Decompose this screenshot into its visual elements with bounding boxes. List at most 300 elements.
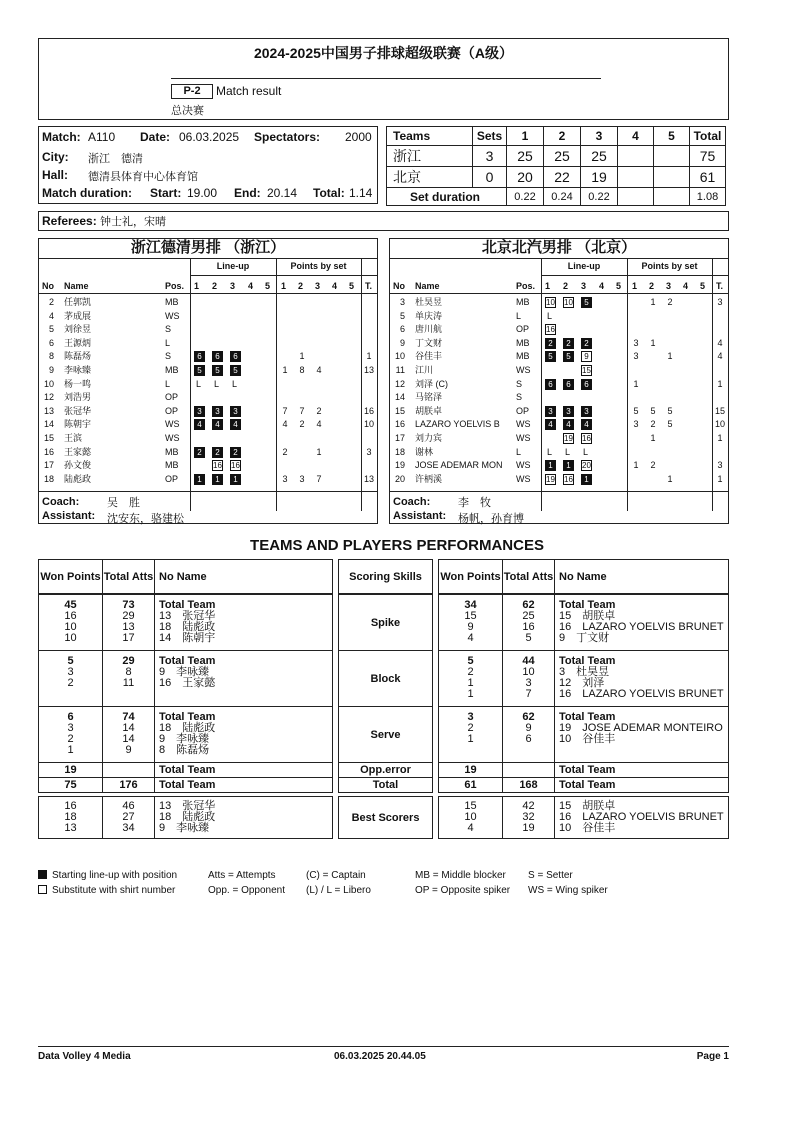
assistant-label: Assistant: (42, 510, 96, 522)
coach-name: 李 牧 (458, 497, 491, 509)
player-name: 王滨 (64, 433, 83, 443)
player-row (39, 446, 378, 459)
starting-position-box: 5 (212, 365, 223, 376)
player-row (390, 337, 729, 350)
skill-name: Spike (339, 595, 433, 651)
skill-name: Block (339, 651, 433, 707)
best-atts-value: 32 (522, 811, 535, 823)
player-pos: OP (516, 324, 530, 335)
player-name: 丁文财 (415, 337, 443, 348)
set-points: 1 (282, 365, 288, 375)
atts-value: 29 (122, 655, 135, 667)
set-points: 4 (316, 365, 322, 375)
starting-position-box: 2 (545, 338, 556, 349)
footer-software: Data Volley 4 Media (38, 1051, 131, 1062)
player-total: 16 (363, 405, 374, 416)
substitute-number-box: 10 (546, 298, 555, 307)
starting-position-box: 3 (545, 406, 556, 417)
set-points: 7 (316, 473, 322, 484)
skill-name: Serve (339, 707, 433, 763)
col-lineup-set: 3 (230, 281, 236, 291)
player-row (390, 296, 729, 309)
opp-error-name: Total Team (155, 763, 333, 778)
libero-mark: L (232, 378, 238, 389)
libero-mark: L (214, 378, 220, 389)
end-value: 20.14 (267, 186, 298, 200)
player-row (390, 432, 729, 445)
atts-value: 14 (122, 722, 135, 734)
starting-position-box: 3 (212, 406, 223, 417)
best-won-value: 13 (64, 822, 77, 834)
player-no: 6 (399, 324, 405, 335)
total-atts: 168 (503, 778, 555, 793)
legend-substitute-text: Substitute with shirt number (52, 885, 176, 896)
player-name: 刘力宾 (415, 433, 443, 443)
atts-value: 11 (122, 677, 135, 689)
atts-value: 7 (525, 688, 532, 700)
player-row (39, 432, 378, 445)
names-cell (555, 651, 729, 707)
skill-row (439, 595, 729, 651)
player-entry: 9 李咏臻 (159, 666, 210, 678)
player-entry: 10 谷佳丰 (559, 733, 616, 745)
best-player-entry: 13 张冠华 (159, 800, 216, 812)
score-row-away (387, 167, 726, 188)
score-set4 (618, 146, 654, 167)
hall-label: Hall: (42, 168, 69, 182)
scoring-skills-header: Scoring Skills (339, 560, 433, 594)
score-header-teams: Teams (387, 127, 473, 146)
player-name: 刘徐昱 (64, 324, 92, 335)
won-value: 4 (467, 632, 474, 644)
score-set1: 20 (507, 167, 544, 188)
won-value: 15 (464, 610, 477, 622)
player-pos: WS (165, 419, 180, 430)
player-name: JOSE ADEMAR MON (415, 460, 503, 471)
player-no: 20 (394, 473, 405, 484)
phase-label: 总决赛 (171, 105, 204, 117)
atts-value: 13 (122, 621, 135, 633)
player-name: 孙文俊 (64, 460, 92, 471)
won-points-cell (439, 651, 503, 707)
best-player-entry: 18 陆彪政 (159, 811, 216, 823)
best-scorers-row (439, 797, 729, 839)
score-set1: 25 (507, 146, 544, 167)
match-label: Match: (42, 130, 81, 144)
player-total: 1 (717, 433, 723, 443)
won-value: 2 (467, 722, 474, 734)
col-points-set: 5 (349, 281, 355, 291)
player-no: 9 (399, 337, 405, 348)
col-points-set: 3 (315, 281, 321, 291)
report-header (38, 38, 729, 120)
player-name: 江川 (415, 365, 434, 375)
score-header-set1: 1 (507, 127, 544, 146)
best-player-entry: 16 LAZARO YOELVIS BRUNET (559, 811, 724, 823)
points-header: Points by set (641, 261, 698, 271)
starting-position-box: 4 (581, 419, 592, 430)
spectators-label: Spectators: (254, 130, 321, 144)
player-name: 陈朝宇 (64, 419, 92, 430)
total-duration: 1.08 (690, 188, 726, 206)
player-row (39, 459, 378, 472)
atts-value: 3 (525, 677, 532, 689)
player-no: 5 (399, 310, 405, 321)
player-total: 4 (717, 337, 723, 348)
start-label: Start: (150, 186, 182, 200)
substitute-number-box: 19 (564, 434, 573, 443)
player-no: 5 (48, 324, 54, 335)
player-name: 胡朕卓 (415, 405, 443, 416)
score-header-row (387, 127, 726, 146)
starting-position-box: 3 (563, 406, 574, 417)
coach-label: Coach: (393, 496, 431, 508)
player-pos: MB (165, 460, 179, 471)
won-value: 10 (64, 621, 77, 633)
city-value: 浙江 德清 (88, 153, 143, 165)
player-no: 3 (399, 297, 405, 307)
set-points: 3 (282, 473, 288, 484)
substitute-number-box: 20 (582, 461, 591, 471)
duration-label: Match duration: (42, 186, 132, 200)
footer-divider (38, 1046, 729, 1047)
player-no: 13 (43, 405, 54, 416)
player-row (390, 391, 729, 404)
col-points-set: 2 (298, 281, 304, 291)
player-entry: 3 杜昊昱 (559, 666, 610, 678)
assistant-names: 沈安东，骆建松 (107, 513, 184, 525)
best-atts-value: 27 (122, 811, 135, 823)
set-points: 2 (282, 446, 288, 457)
won-value: 1 (467, 733, 474, 745)
player-name: 张冠华 (64, 405, 92, 416)
player-row (390, 310, 729, 323)
atts-cell (503, 707, 555, 763)
player-pos: WS (165, 310, 180, 321)
set-points: 2 (650, 419, 656, 430)
score-set5 (654, 146, 690, 167)
player-row (39, 310, 378, 323)
won-value: 6 (67, 711, 74, 723)
player-row (390, 323, 729, 336)
player-pos: S (165, 324, 172, 335)
player-entry: Total Team (559, 711, 616, 723)
col-no: No (42, 281, 54, 291)
col-lineup-set: 1 (545, 281, 551, 291)
player-pos: S (516, 392, 523, 403)
score-table (386, 126, 726, 206)
set-points: 3 (633, 337, 639, 348)
won-value: 1 (467, 688, 474, 700)
player-pos: MB (516, 297, 530, 307)
set-points: 1 (650, 433, 656, 443)
player-no: 10 (43, 378, 54, 389)
atts-cell (103, 595, 155, 651)
player-pos: MB (516, 351, 530, 362)
performance-table-away (438, 559, 729, 839)
names-cell (555, 707, 729, 763)
lineup-header: Line-up (216, 261, 250, 271)
player-name: 李咏臻 (64, 365, 92, 375)
atts-value: 74 (122, 711, 135, 723)
col-pos: Pos. (516, 281, 536, 291)
player-entry: 15 胡朕卓 (559, 610, 616, 622)
start-value: 19.00 (187, 186, 218, 200)
set-points: 4 (316, 419, 322, 430)
best-atts-value: 34 (122, 822, 135, 834)
player-no: 14 (43, 419, 54, 430)
opp-error-row (39, 763, 333, 778)
col-points-set: 3 (666, 281, 672, 291)
opp-error-atts (103, 763, 155, 778)
best-won-value: 4 (467, 822, 474, 834)
col-lineup-set: 3 (581, 281, 587, 291)
col-total: T. (716, 281, 724, 291)
starting-position-box: 2 (563, 338, 574, 349)
won-value: 5 (467, 655, 474, 667)
substitute-number-box: 16 (546, 325, 555, 335)
skills-header-row (339, 560, 433, 594)
score-set4 (618, 167, 654, 188)
best-player-entry: 15 胡朕卓 (559, 800, 616, 812)
best-atts-cell (503, 797, 555, 839)
total-name: Total Team (555, 778, 729, 793)
set-points: 8 (299, 365, 305, 375)
set-points: 2 (667, 297, 673, 307)
player-name: 王家懿 (64, 446, 92, 457)
won-points-header: Won Points (39, 560, 103, 594)
atts-value: 9 (125, 744, 132, 756)
total-value: 1.14 (349, 186, 373, 200)
player-entry: 18 陆彪政 (159, 722, 216, 734)
set-points: 3 (633, 419, 639, 430)
score-set2: 22 (544, 167, 581, 188)
opp-error-label: Opp.error (339, 763, 433, 778)
performances-title: TEAMS AND PLAYERS PERFORMANCES (250, 537, 544, 554)
set-points: 1 (667, 351, 673, 362)
skill-row (39, 651, 333, 707)
player-entry: 14 陈朝宇 (159, 632, 216, 644)
won-value: 3 (67, 722, 74, 734)
names-cell (155, 595, 333, 651)
legend-op: OP = Opposite spiker (415, 885, 511, 896)
player-pos: L (516, 446, 522, 457)
player-row (390, 364, 729, 377)
player-entry: Total Team (159, 711, 216, 723)
set-points: 1 (633, 460, 639, 471)
player-row (390, 378, 729, 391)
player-pos: OP (165, 473, 179, 484)
player-pos: MB (516, 337, 530, 348)
player-name: LAZARO YOELVIS B (415, 419, 500, 430)
atts-value: 44 (522, 655, 535, 667)
starting-position-box: 6 (194, 351, 205, 362)
starting-position-box: 4 (545, 419, 556, 430)
substitute-number-box: 16 (582, 434, 591, 443)
set-points: 1 (650, 297, 656, 307)
atts-value: 62 (522, 599, 535, 611)
best-names-cell (155, 797, 333, 839)
coach-name: 吴 胜 (107, 497, 140, 509)
player-pos: L (165, 378, 171, 389)
player-no: 17 (43, 460, 54, 471)
set-points: 2 (316, 405, 322, 416)
player-row (39, 337, 378, 350)
total-won: 75 (39, 778, 103, 793)
score-header-set5: 5 (654, 127, 690, 146)
player-row (39, 350, 378, 363)
performance-table-home (38, 559, 333, 839)
player-name: 茅成展 (64, 310, 92, 321)
score-header-total: Total (690, 127, 726, 146)
names-cell (555, 595, 729, 651)
player-no: 12 (394, 378, 405, 389)
atts-value: 6 (525, 733, 532, 745)
starting-position-box: 1 (581, 474, 592, 485)
points-header: Points by set (290, 261, 347, 271)
skills-grid (338, 559, 433, 839)
header-divider (171, 78, 601, 79)
set5-duration (654, 188, 690, 206)
match-result-label: Match result (216, 84, 282, 98)
skill-name-row (339, 707, 433, 763)
starting-position-box: 5 (230, 365, 241, 376)
best-won-cell (439, 797, 503, 839)
score-row-home (387, 146, 726, 167)
match-info (38, 126, 378, 204)
atts-value: 16 (522, 621, 535, 633)
set-points: 1 (667, 473, 673, 484)
date-label: Date: (140, 130, 171, 144)
score-set2: 25 (544, 146, 581, 167)
total-name: Total Team (155, 778, 333, 793)
player-total: 3 (717, 297, 723, 307)
won-value: 1 (67, 744, 74, 756)
legend-mb: MB = Middle blocker (415, 870, 506, 881)
substitute-number-box: 16 (564, 474, 573, 484)
skill-row (439, 707, 729, 763)
player-name: 马铭泽 (415, 392, 443, 403)
player-total: 10 (363, 419, 374, 430)
legend-libero: (L) / L = Libero (306, 885, 371, 896)
spectators-value: 2000 (345, 130, 372, 144)
header-divider (39, 293, 378, 294)
starting-position-box: 2 (581, 338, 592, 349)
score-total: 61 (690, 167, 726, 188)
legend-captain: (C) = Captain (306, 870, 366, 881)
score-header-sets: Sets (473, 127, 507, 146)
col-name: Name (64, 281, 89, 291)
starting-position-box: 6 (563, 379, 574, 390)
atts-value: 8 (125, 666, 132, 678)
player-no: 6 (48, 337, 54, 348)
player-entry: Total Team (559, 599, 616, 611)
player-total: 1 (717, 473, 723, 484)
starting-position-box: 6 (581, 379, 592, 390)
perf-header-row (39, 560, 333, 594)
atts-cell (103, 707, 155, 763)
player-row (390, 459, 729, 472)
total-row (39, 778, 333, 793)
total-atts-header: Total Atts (503, 560, 555, 594)
player-no: 12 (43, 392, 54, 403)
no-name-header: No Name (155, 560, 333, 594)
header-divider (390, 293, 729, 294)
starting-position-box: 5 (581, 297, 592, 308)
player-no: 16 (43, 446, 54, 457)
best-won-value: 18 (64, 811, 77, 823)
player-row (39, 323, 378, 336)
col-points-set: 5 (700, 281, 706, 291)
empty-square-icon (38, 885, 47, 894)
player-entry: Total Team (159, 599, 216, 611)
player-no: 4 (48, 310, 54, 321)
starting-position-box: 4 (230, 419, 241, 430)
opp-error-label-row (339, 763, 433, 778)
player-row (390, 446, 729, 459)
starting-position-box: 3 (194, 406, 205, 417)
player-row (39, 391, 378, 404)
won-value: 2 (67, 733, 74, 745)
referees-value: 钟士礼，宋晴 (100, 216, 167, 228)
match-value: A110 (88, 130, 116, 144)
set-points: 3 (299, 473, 305, 484)
skill-row (39, 707, 333, 763)
player-row (39, 418, 378, 431)
player-total: 4 (717, 351, 723, 362)
score-header-set4: 4 (618, 127, 654, 146)
page-code: P-2 (171, 84, 213, 99)
player-entry: 9 丁文财 (559, 632, 610, 644)
coach-divider (390, 491, 729, 492)
set2-duration: 0.24 (544, 188, 581, 206)
player-pos: MB (165, 365, 179, 375)
footer-timestamp: 06.03.2025 20.44.05 (334, 1051, 426, 1062)
atts-value: 10 (522, 666, 535, 678)
substitute-number-box: 15 (582, 366, 591, 375)
total-row (439, 778, 729, 793)
score-total: 75 (690, 146, 726, 167)
competition-title: 2024-2025中国男子排球超级联赛（A级） (253, 45, 514, 61)
filled-square-icon (38, 870, 47, 879)
won-points-cell (39, 595, 103, 651)
player-pos: L (516, 310, 522, 321)
col-lineup-set: 4 (599, 281, 605, 291)
player-pos: OP (165, 392, 179, 403)
won-value: 16 (64, 610, 77, 622)
score-sets: 3 (473, 146, 507, 167)
set-points: 2 (299, 419, 305, 430)
scoring-skills-column (338, 559, 433, 839)
score-header-set2: 2 (544, 127, 581, 146)
assistant-names: 杨帆，孙育博 (458, 513, 524, 525)
hall-value: 德清县体育中心体育馆 (88, 171, 198, 183)
atts-value: 14 (122, 733, 135, 745)
player-name: 陈磊炀 (64, 351, 92, 362)
set-points: 1 (650, 337, 656, 348)
score-set3: 19 (581, 167, 618, 188)
atts-value: 29 (122, 610, 135, 622)
perf-grid (38, 559, 333, 839)
player-total: 1 (717, 378, 723, 389)
libero-mark: L (547, 446, 553, 457)
coach-divider (39, 491, 378, 492)
legend-atts: Atts = Attempts (208, 870, 276, 881)
player-row (39, 378, 378, 391)
player-entry: Total Team (559, 655, 616, 667)
won-value: 10 (64, 632, 77, 644)
player-name: 谢林 (415, 446, 434, 457)
